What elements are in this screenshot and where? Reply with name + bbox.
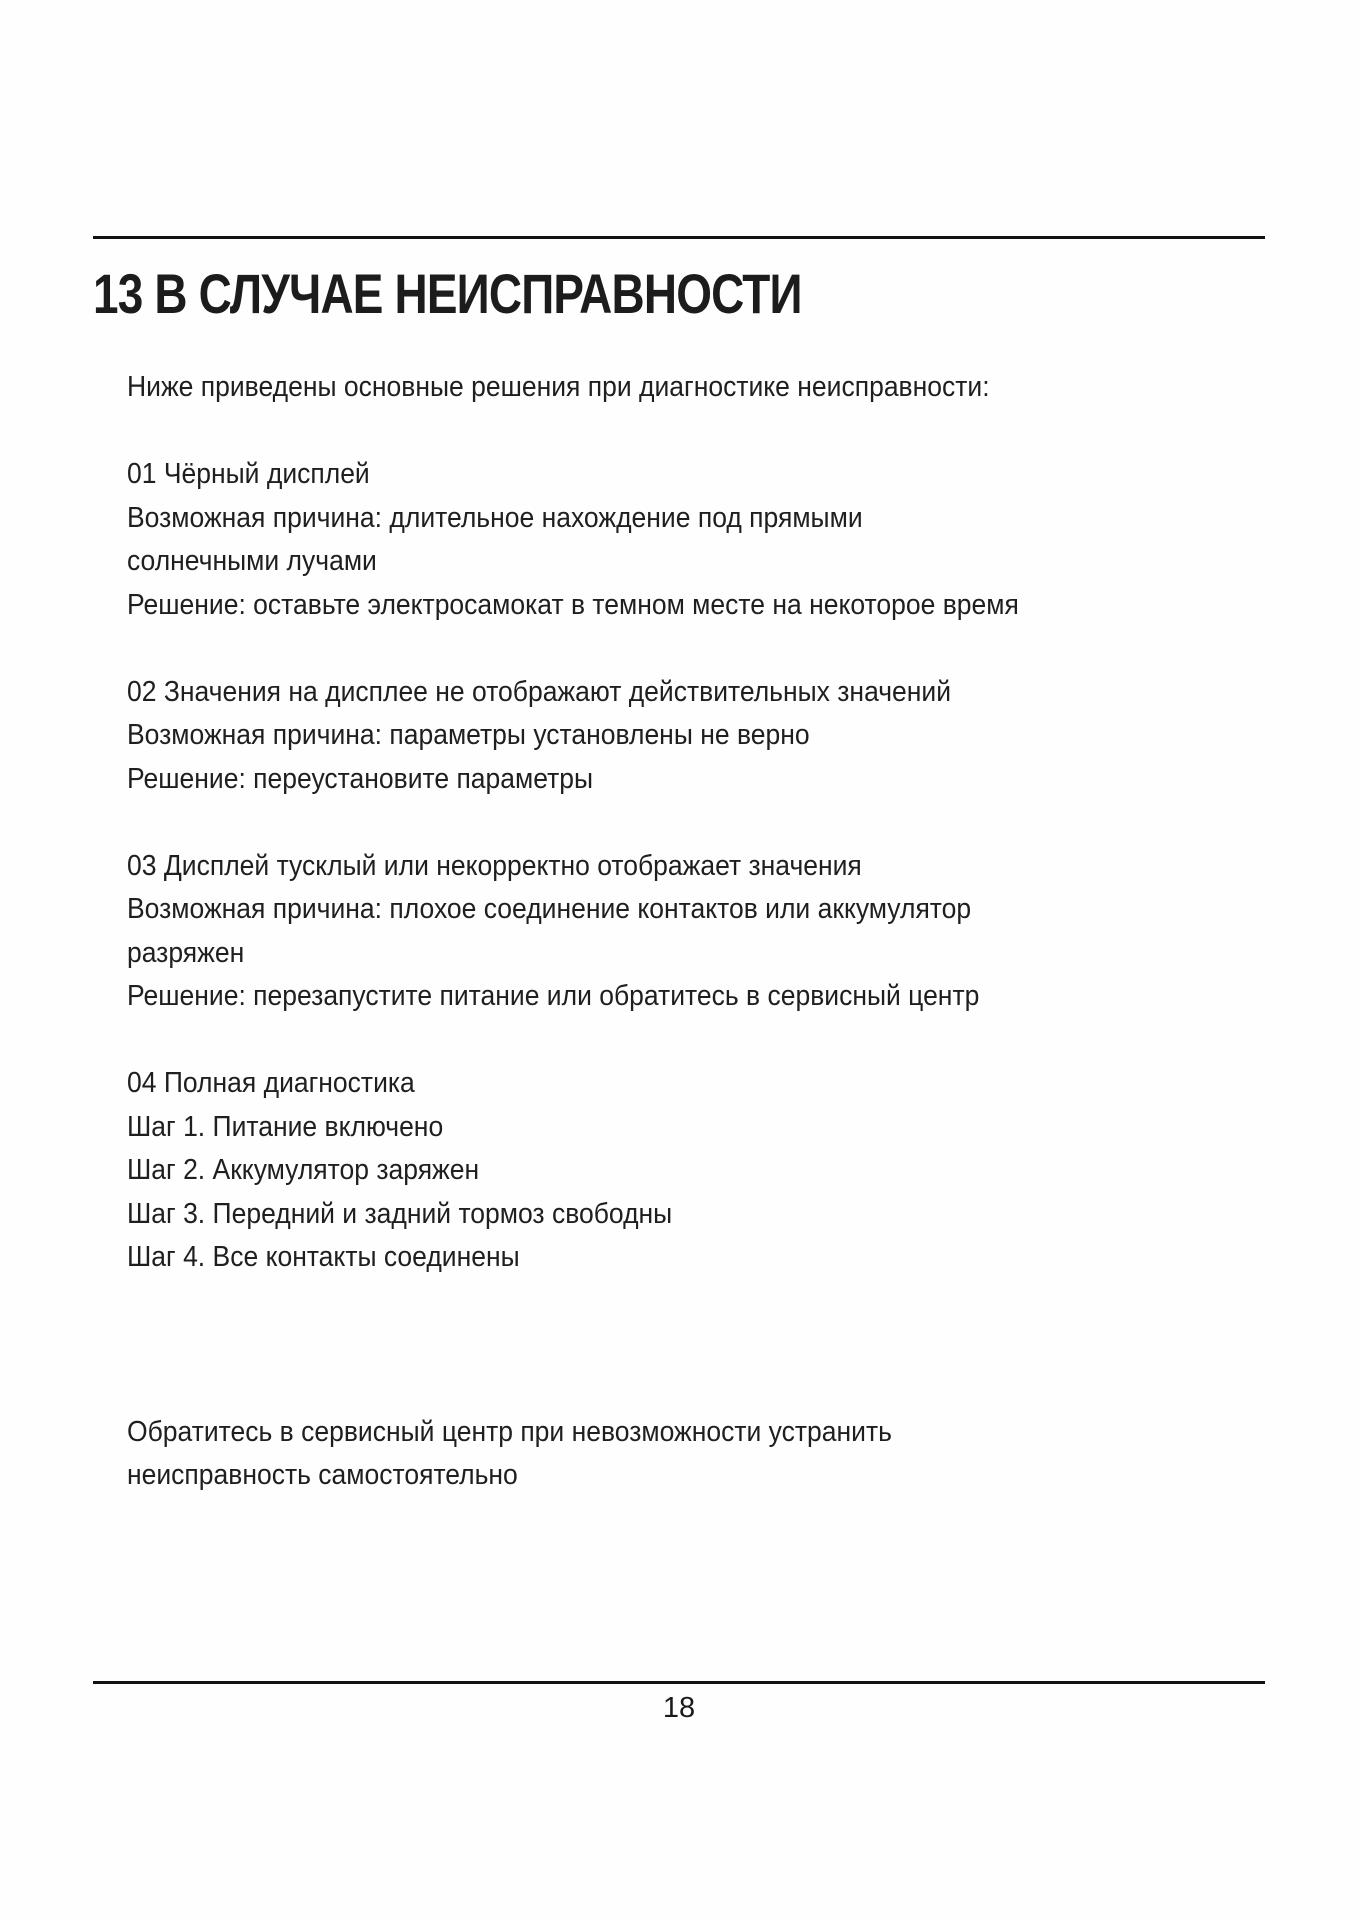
spacer: [127, 801, 1257, 845]
problem-title: 01 Чёрный дисплей: [127, 458, 370, 490]
diagnostic-step: Шаг 1. Питание включено: [127, 1110, 444, 1143]
spacer: [127, 1019, 1257, 1063]
spacer: [127, 627, 1257, 671]
problem-02: [127, 671, 1257, 802]
spacer: [127, 1280, 1257, 1411]
top-rule: [93, 236, 1265, 239]
problem-solution: Решение: перезапустите питание или обратитесь в сервисный центр: [127, 980, 980, 1012]
problem-title: 03 Дисплей тусклый или некорректно отображает значения: [127, 849, 862, 882]
problem-cause: Возможная причина: параметры установлены не верно: [127, 719, 810, 751]
problem-title: 02 Значения на дисплее не отображают действительных значений: [127, 675, 952, 708]
section-heading: 13 В СЛУЧАЕ НЕИСПРАВНОСТИ: [93, 262, 802, 325]
bottom-rule: [93, 1681, 1265, 1684]
problem-cause: Возможная причина: длительное нахождение под прямыми: [127, 501, 863, 534]
diagnostic-step: Шаг 4. Все контакты соединены: [127, 1241, 520, 1273]
spacer: [127, 410, 1257, 454]
problem-cause-cont: солнечными лучами: [127, 545, 377, 577]
problem-01: [127, 453, 1257, 627]
intro-text: Ниже приведены основные решения при диагностике неисправности:: [127, 371, 990, 403]
problem-solution: Решение: оставьте электросамокат в темном месте на некоторое время: [127, 588, 1019, 621]
problem-cause-cont: разряжен: [127, 936, 245, 969]
problem-04: [127, 1062, 1257, 1280]
footer-note-line: неисправность самостоятельно: [127, 1459, 518, 1491]
problem-cause: Возможная причина: плохое соединение контактов или аккумулятор: [127, 893, 972, 925]
document-body: [127, 366, 1257, 1498]
problem-solution: Решение: переустановите параметры: [127, 762, 594, 795]
footer-note: [127, 1411, 1257, 1498]
diagnostic-step: Шаг 2. Аккумулятор заряжен: [127, 1154, 480, 1186]
problem-title: 04 Полная диагностика: [127, 1067, 415, 1099]
footer-note-line: Обратитесь в сервисный центр при невозможности устранить: [127, 1415, 892, 1448]
page-number: 18: [662, 1692, 696, 1724]
diagnostic-step: Шаг 3. Передний и задний тормоз свободны: [127, 1197, 673, 1230]
problem-03: [127, 845, 1257, 1019]
